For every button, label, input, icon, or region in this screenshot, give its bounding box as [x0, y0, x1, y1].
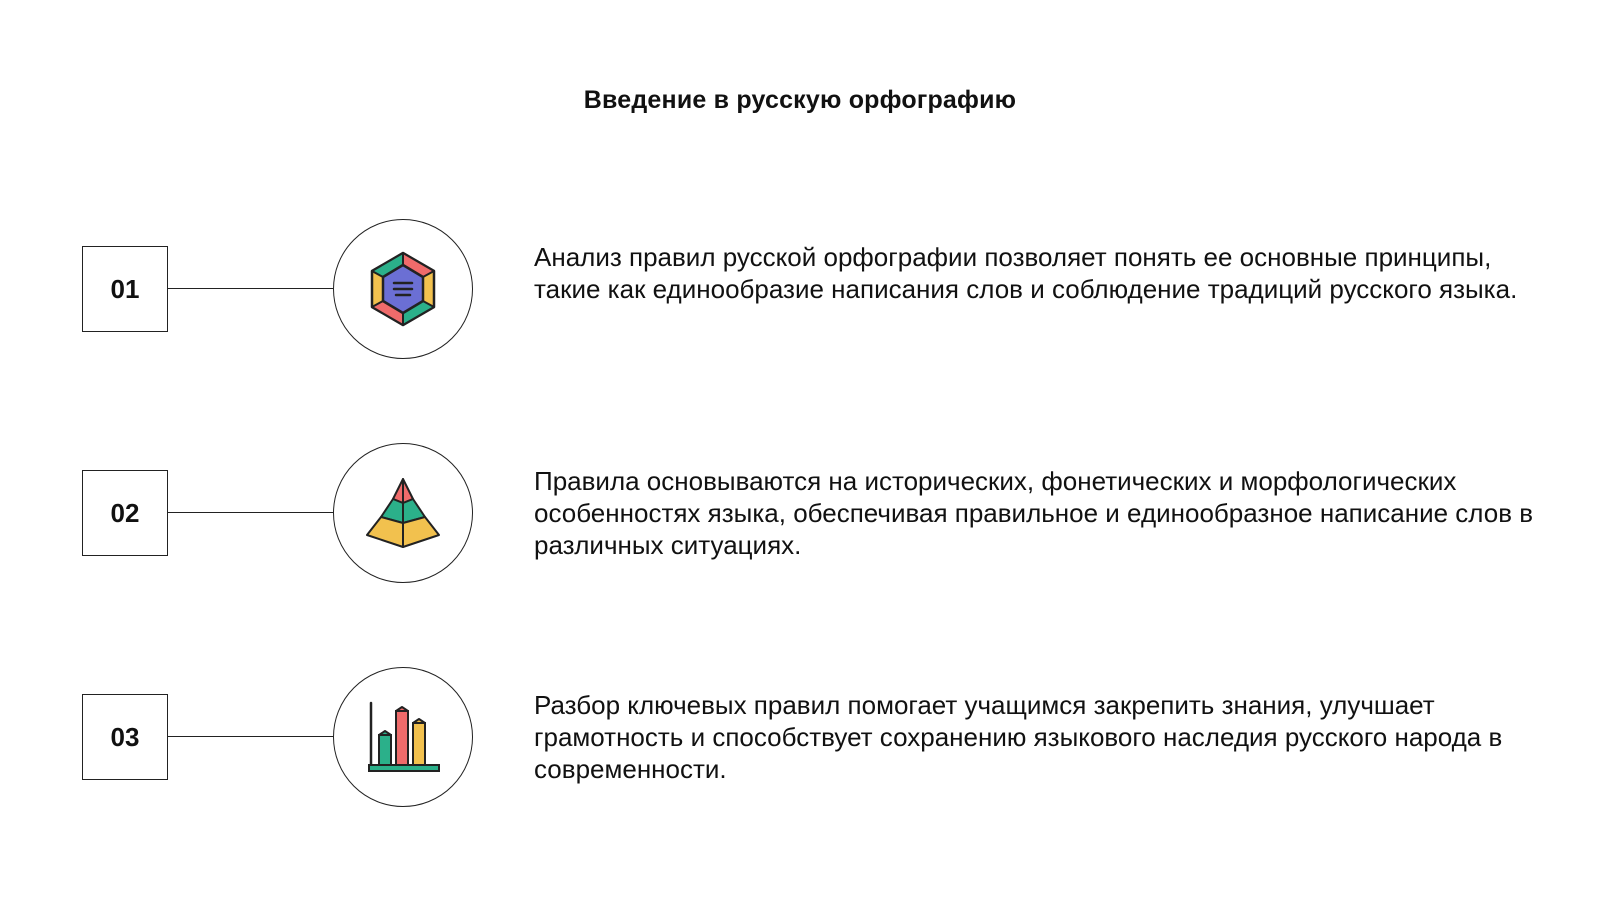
icon-circle: [333, 667, 473, 807]
icon-circle: [333, 443, 473, 583]
item-description: Разбор ключевых правил помогает учащимся закрепить знания, улучшает грамотность и способствует сохранению языкового наследия русского народа в современности.: [534, 690, 1503, 784]
slide-title: Введение в русскую орфографию: [583, 86, 1017, 114]
connector-line: [168, 288, 333, 289]
item-description: Анализ правил русской орфографии позволяет понять ее основные принципы, такие как единообразие написания слов и соблюдение традиций русского языка.: [534, 242, 1518, 304]
connector-line: [168, 512, 333, 513]
icon-circle: [333, 219, 473, 359]
hexagon-document-icon: [363, 249, 443, 329]
list-item: [0, 667, 1600, 807]
connector-line: [168, 736, 333, 737]
bar-chart-icon: [363, 697, 443, 777]
item-number-box: 01: [82, 246, 168, 332]
list-item: [0, 443, 1600, 583]
item-description: Правила основываются на исторических, фонетических и морфологических особенностях языка, обеспечивая правильное и единообразное написание слов в различных ситуациях.: [534, 466, 1534, 560]
item-number-box: 02: [82, 470, 168, 556]
item-number-box: 03: [82, 694, 168, 780]
pyramid-icon: [363, 473, 443, 553]
list-item: [0, 219, 1600, 359]
